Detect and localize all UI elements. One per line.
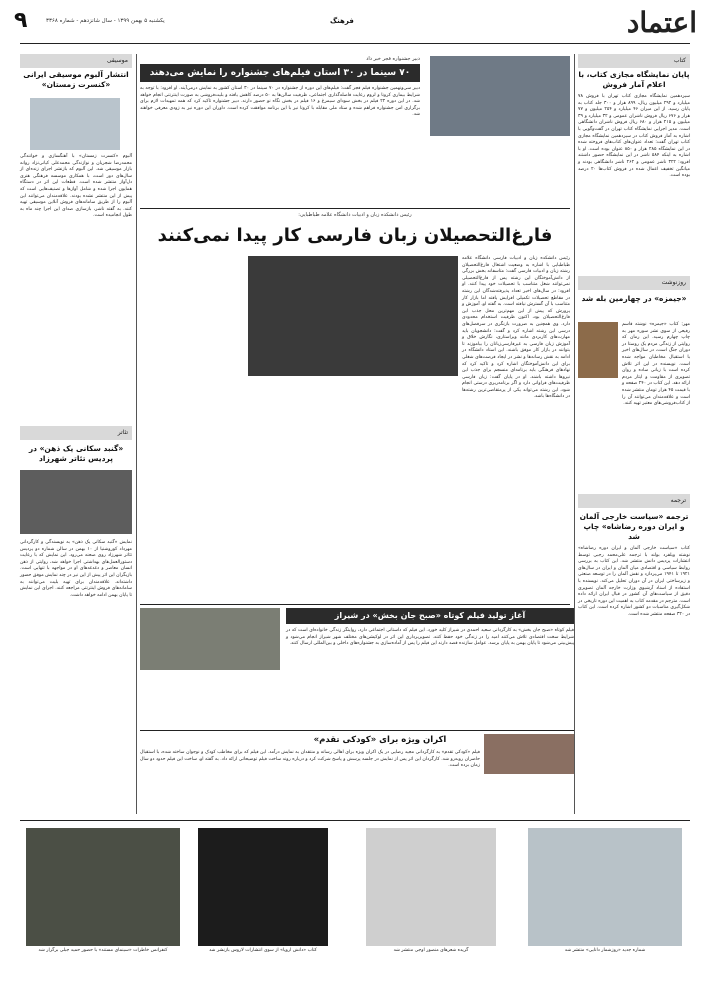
article-body: آلبوم «کنسرت زمستان» با آهنگسازی و خوانندگی محمدرضا شجریان و نوازندگی محمدعلی کیانی‌نژاد روانه بازار موسیقی شد. این آلبوم که بازنشر اجرای زنده‌ای از سال‌های دور است، با همکاری موسسه فرهنگی هنری دل‌آواز منتشر شده است. قطعات این اثر در دستگاه همایون اجرا شده و شامل آوازها و تصنیف‌هایی است که پیش از این منتشر نشده بودند. علاقه‌مندان می‌توانند این آلبوم را از طریق سامانه‌های فروش آنلاین موسیقی تهیه کنند. به گفته ناشر، بازسازی صدای این اجرا چند ماه به طول انجامیده است. <box>20 154 132 219</box>
divider <box>140 208 570 209</box>
photo-caption: کتاب «دانش اروپا» از سوی انتشارات لاروس بازنشر شد <box>209 948 317 953</box>
kids-story <box>140 734 574 816</box>
date-line: یکشنبه ۵ بهمن ۱۳۹۹ - سال شانزدهم - شماره ۳۳۶۸ <box>46 18 165 24</box>
professor-photo <box>248 256 458 376</box>
bottom-photo-4 <box>528 828 682 946</box>
photo-caption: شماره جدید «روزشمار دانایی» منتشر شد <box>564 948 646 953</box>
article-body: مهر: کتاب «جیمزه» نوشته قاسم رفیعی از سوی نشر سوره مهر به چاپ چهارم رسید. این رمان که روایتی از زندگی مردم یک روستا در دوران جنگ است، در سال‌های اخیر با استقبال مخاطبان مواجه شده است. نویسنده در این اثر تلاش کرده است با زبانی ساده و روان تصویری از مقاومت و ایثار مردم ارائه دهد. این کتاب در ۲۴۰ صفحه و با قیمت ۴۵ هزار تومان منتشر شده است و علاقه‌مندان می‌توانند آن را از کتاب‌فروشی‌های معتبر تهیه کنند. <box>622 322 690 407</box>
theatre-photo <box>20 470 132 534</box>
section-tag: کتاب <box>578 54 690 68</box>
article-body-cont <box>140 674 280 724</box>
headline: آغاز تولید فیلم کوتاه «صبح جان بخش» در شیراز <box>286 608 574 624</box>
article-body-cont <box>430 140 570 200</box>
bottom-photo-3 <box>366 828 496 946</box>
headline: پایان نمایشگاه مجازی کتاب، با اعلام آمار فروش <box>578 70 690 89</box>
article-body: فیلم «کودکی تقدم» به کارگردانی مجید رضایی در یک اکران ویژه برای اهالی رسانه و منتقدان به نمایش درآمد. این فیلم که برای مخاطب کودک و نوجوان ساخته شده، با استقبال حاضران روبه‌رو شد. کارگردان این اثر پس از نمایش در جلسه پرسش و پاسخ شرکت کرد و درباره روند ساخت فیلم توضیحاتی ارائه داد. به گفته او، ساخت این فیلم حدود دو سال زمان برده است. <box>140 750 480 769</box>
top-story <box>140 54 570 204</box>
film-crew-photo <box>140 608 280 670</box>
section-tag: تئاتر <box>20 426 132 440</box>
headline: اکران ویژه برای «کودکی تقدم» <box>313 735 447 745</box>
divider <box>20 43 690 44</box>
article-body: دبیر سی‌ونهمین جشنواره فیلم فجر گفت: فیلم‌های این دوره از جشنواره در ۷۰ سینما در ۳۰ استان کشور به نمایش درمی‌آیند. او افزود: با توجه به شرایط بیماری کرونا و لزوم رعایت فاصله‌گذاری اجتماعی، ظرفیت سالن‌ها به ۵۰ درصد کاهش یافته و بلیت‌فروشی به صورت اینترنتی انجام خواهد شد. در این دوره ۲۲ فیلم در بخش سودای سیمرغ و ۱۶ فیلم در بخش نگاه نو حضور دارند. دبیر جشنواره تاکید کرد که همه تمهیدات لازم برای برگزاری امن جشنواره فراهم شده و ستاد ملی مقابله با کرونا نیز با این برنامه موافقت کرده است. داوران این دوره نیز به زودی معرفی خواهند شد. <box>140 86 421 118</box>
shiraz-story <box>140 608 574 728</box>
article-body: نمایش «گنبد سکانی یک ذهن» به نویسندگی و کارگردانی مهرداد کوروشنیا از ۱۰ بهمن در سالن شماره دو پردیس تئاتر شهرزاد روی صحنه می‌رود. این نمایش که با رعایت دستورالعمل‌های بهداشتی اجرا خواهد شد، روایتی از ذهن انسان معاصر و دغدغه‌های او در مواجهه با تنهایی است. بازیگران این اثر پیش از این نیز در چند نمایش موفق حضور داشته‌اند. علاقه‌مندان برای تهیه بلیت می‌توانند به سامانه‌های فروش اینترنتی مراجعه کنند. اجرای این نمایش تا پایان بهمن ادامه خواهد داشت. <box>19 540 132 598</box>
left-column <box>20 54 132 814</box>
bottom-strip <box>20 826 690 976</box>
kicker: رئیس دانشکده زبان و ادبیات دانشگاه علامه طباطبایی: <box>298 212 412 218</box>
book-cover-photo <box>578 322 618 378</box>
section-tag: ترجمه <box>578 494 690 508</box>
section-label: فرهنگ <box>330 17 354 25</box>
divider <box>20 820 690 821</box>
main-story <box>140 212 570 602</box>
kicker: دبیر جشنواره فجر خبر داد <box>366 56 420 62</box>
page-number: ۹ <box>14 8 28 33</box>
section-tag: روزنوشت <box>578 276 690 290</box>
headline: ترجمه «سیاست خارجی آلمان و ایران دوره رضاشاه» چاپ شد <box>579 512 689 541</box>
column-divider <box>574 54 575 814</box>
screening-photo <box>484 734 574 774</box>
article-body: رئیس دانشکده زبان و ادبیات فارسی دانشگاه علامه طباطبایی با اشاره به وضعیت اشتغال فارغ‌التحصیلان رشته زبان و ادبیات فارسی گفت: متاسفانه بخش بزرگی از دانش‌آموختگان این رشته پس از فارغ‌التحصیلی نمی‌توانند شغل متناسب با تحصیلات خود پیدا کنند. او افزود: در سال‌های اخیر تعداد پذیرفته‌شدگان این رشته در مقاطع تحصیلات تکمیلی افزایش یافته اما بازار کار متناسب با آن گسترش نیافته است. به گفته او، آموزش و پرورش که پیش از این مهم‌ترین محل جذب این فارغ‌التحصیلان بود، اکنون ظرفیت استخدام محدودی دارد. وی همچنین به ضرورت بازنگری در سرفصل‌های درسی این رشته اشاره کرد و گفت: دانشجویان باید مهارت‌های کاربردی مانند ویراستاری، نگارش خلاق و آموزش زبان فارسی به غیرفارسی‌زبانان را بیاموزند تا بتوانند در بازار کار موفق باشند. این استاد دانشگاه در ادامه به نقش رسانه‌ها و نشر در ایجاد فرصت‌های شغلی برای این دانش‌آموختگان اشاره کرد و تاکید کرد که نهادهای فرهنگی باید برنامه‌ای منسجم برای جذب این نیروها داشته باشند. او در پایان گفت: زبان فارسی ظرفیت‌های فراوانی دارد و اگر برنامه‌ریزی درستی انجام شود، این رشته می‌تواند یکی از پرمتقاضی‌ترین رشته‌ها در دانشگاه‌ها باشد. <box>462 256 570 400</box>
article-body-cont <box>140 256 244 596</box>
photo-caption: کنفرانس خاطرات «سینمای مستند» با حضور حمید جبلی برگزار شد <box>38 948 168 953</box>
headline: فارغ‌التحصیلان زبان فارسی کار پیدا نمی‌کنند <box>157 225 553 246</box>
divider <box>140 730 574 731</box>
headline: انتشار آلبوم موسیقی ایرانی «کنسرت زمستان» <box>23 70 129 89</box>
article-body: کتاب «سیاست خارجی آلمان و ایران دوره رضاشاه» نوشته ویلفرد بولند با ترجمه علی‌محمد رجبی توسط انتشارات پردیس دانش منتشر شد. این کتاب به بررسی روابط سیاسی و اقتصادی میان آلمان و ایران در سال‌های ۱۹۲۱ تا ۱۹۴۱ می‌پردازد و نقش آلمان را در توسعه صنعتی و زیرساختی ایران در آن دوران تحلیل می‌کند. نویسنده با استفاده از اسناد آرشیوی وزارت خارجه آلمان تصویری دقیق از سیاست‌های آن کشور در قبال ایران ارائه داده است. مترجم در مقدمه کتاب به اهمیت این دوره تاریخی در شکل‌گیری مناسبات دو کشور اشاره کرده است. این کتاب در ۳۲۰ صفحه منتشر شده است. <box>578 546 690 617</box>
article-body-cont <box>248 382 458 596</box>
headline: «جیمزه» در چهارمین بله شد <box>581 294 687 303</box>
bottom-photo-1 <box>26 828 180 946</box>
section-tag: موسیقی <box>20 54 132 68</box>
bottom-photo-2 <box>198 828 328 946</box>
photo-caption: گزیده شعرهای منصور اوجی منتشر شد <box>393 948 469 953</box>
divider <box>140 604 570 605</box>
album-cover-photo <box>30 98 120 150</box>
festival-official-photo <box>430 56 570 136</box>
headline: ۷۰ سینما در ۳۰ استان فیلم‌های جشنواره را نمایش می‌دهند <box>140 64 420 82</box>
logo: اعتماد <box>626 6 697 39</box>
article-body: سیزدهمین نمایشگاه مجازی کتاب تهران با فروش ۷۸ میلیارد و ۲۹۲ میلیون ریال، ۸۹۹ هزار و ۳۰۰ جلد کتاب به پایان رسید. از این میزان ۴۶ میلیارد و ۲۵۴ میلیون و ۷۷ هزار و ۶۷۶ ریال فروش ناشران عمومی و ۳۲ میلیارد و ۳۹ میلیون و ۲۱۵ هزار و ۶۸۰ ریال فروش ناشران دانشگاهی است. مدیر اجرایی نمایشگاه کتاب تهران در گفت‌وگویی با اشاره به آمار فروش کتاب در سیزدهمین نمایشگاه مجازی کتاب تهران گفت: تعداد عنوان‌های کتاب‌های فروخته شده در این نمایشگاه ۲۸۵ هزار و ۸۵۰ عنوان بوده است. او با اشاره به اینکه ۵۸۴ ناشر در این نمایشگاه حضور داشتند افزود: ۳۲۲ ناشر عمومی و ۲۶۲ ناشر دانشگاهی بودند و میانگین تخفیف اعمال شده در فروش کتاب‌ها ۲۰ درصد بوده است. <box>578 94 691 179</box>
article-body-cont <box>578 384 690 484</box>
column-divider <box>136 54 137 814</box>
headline: «گنبد سکانی یک ذهن» در پردیس تئاتر شهرزاد <box>28 444 124 463</box>
article-body: فیلم کوتاه «صبح جان بخش» به کارگردانی سعید احمدی در شیراز کلید خورد. این فیلم که داستانی اجتماعی دارد، روایتگر زندگی خانواده‌ای است که در شرایط سخت اقتصادی تلاش می‌کنند امید را در زندگی خود حفظ کنند. تصویربرداری این اثر در لوکیشن‌های مختلف شهر شیراز انجام می‌شود و پیش‌بینی می‌شود تا پایان بهمن به پایان برسد. عوامل سازنده قصد دارند این فیلم را پس از آماده‌سازی به جشنواره‌های داخلی و بین‌المللی ارسال کنند. <box>286 628 574 647</box>
